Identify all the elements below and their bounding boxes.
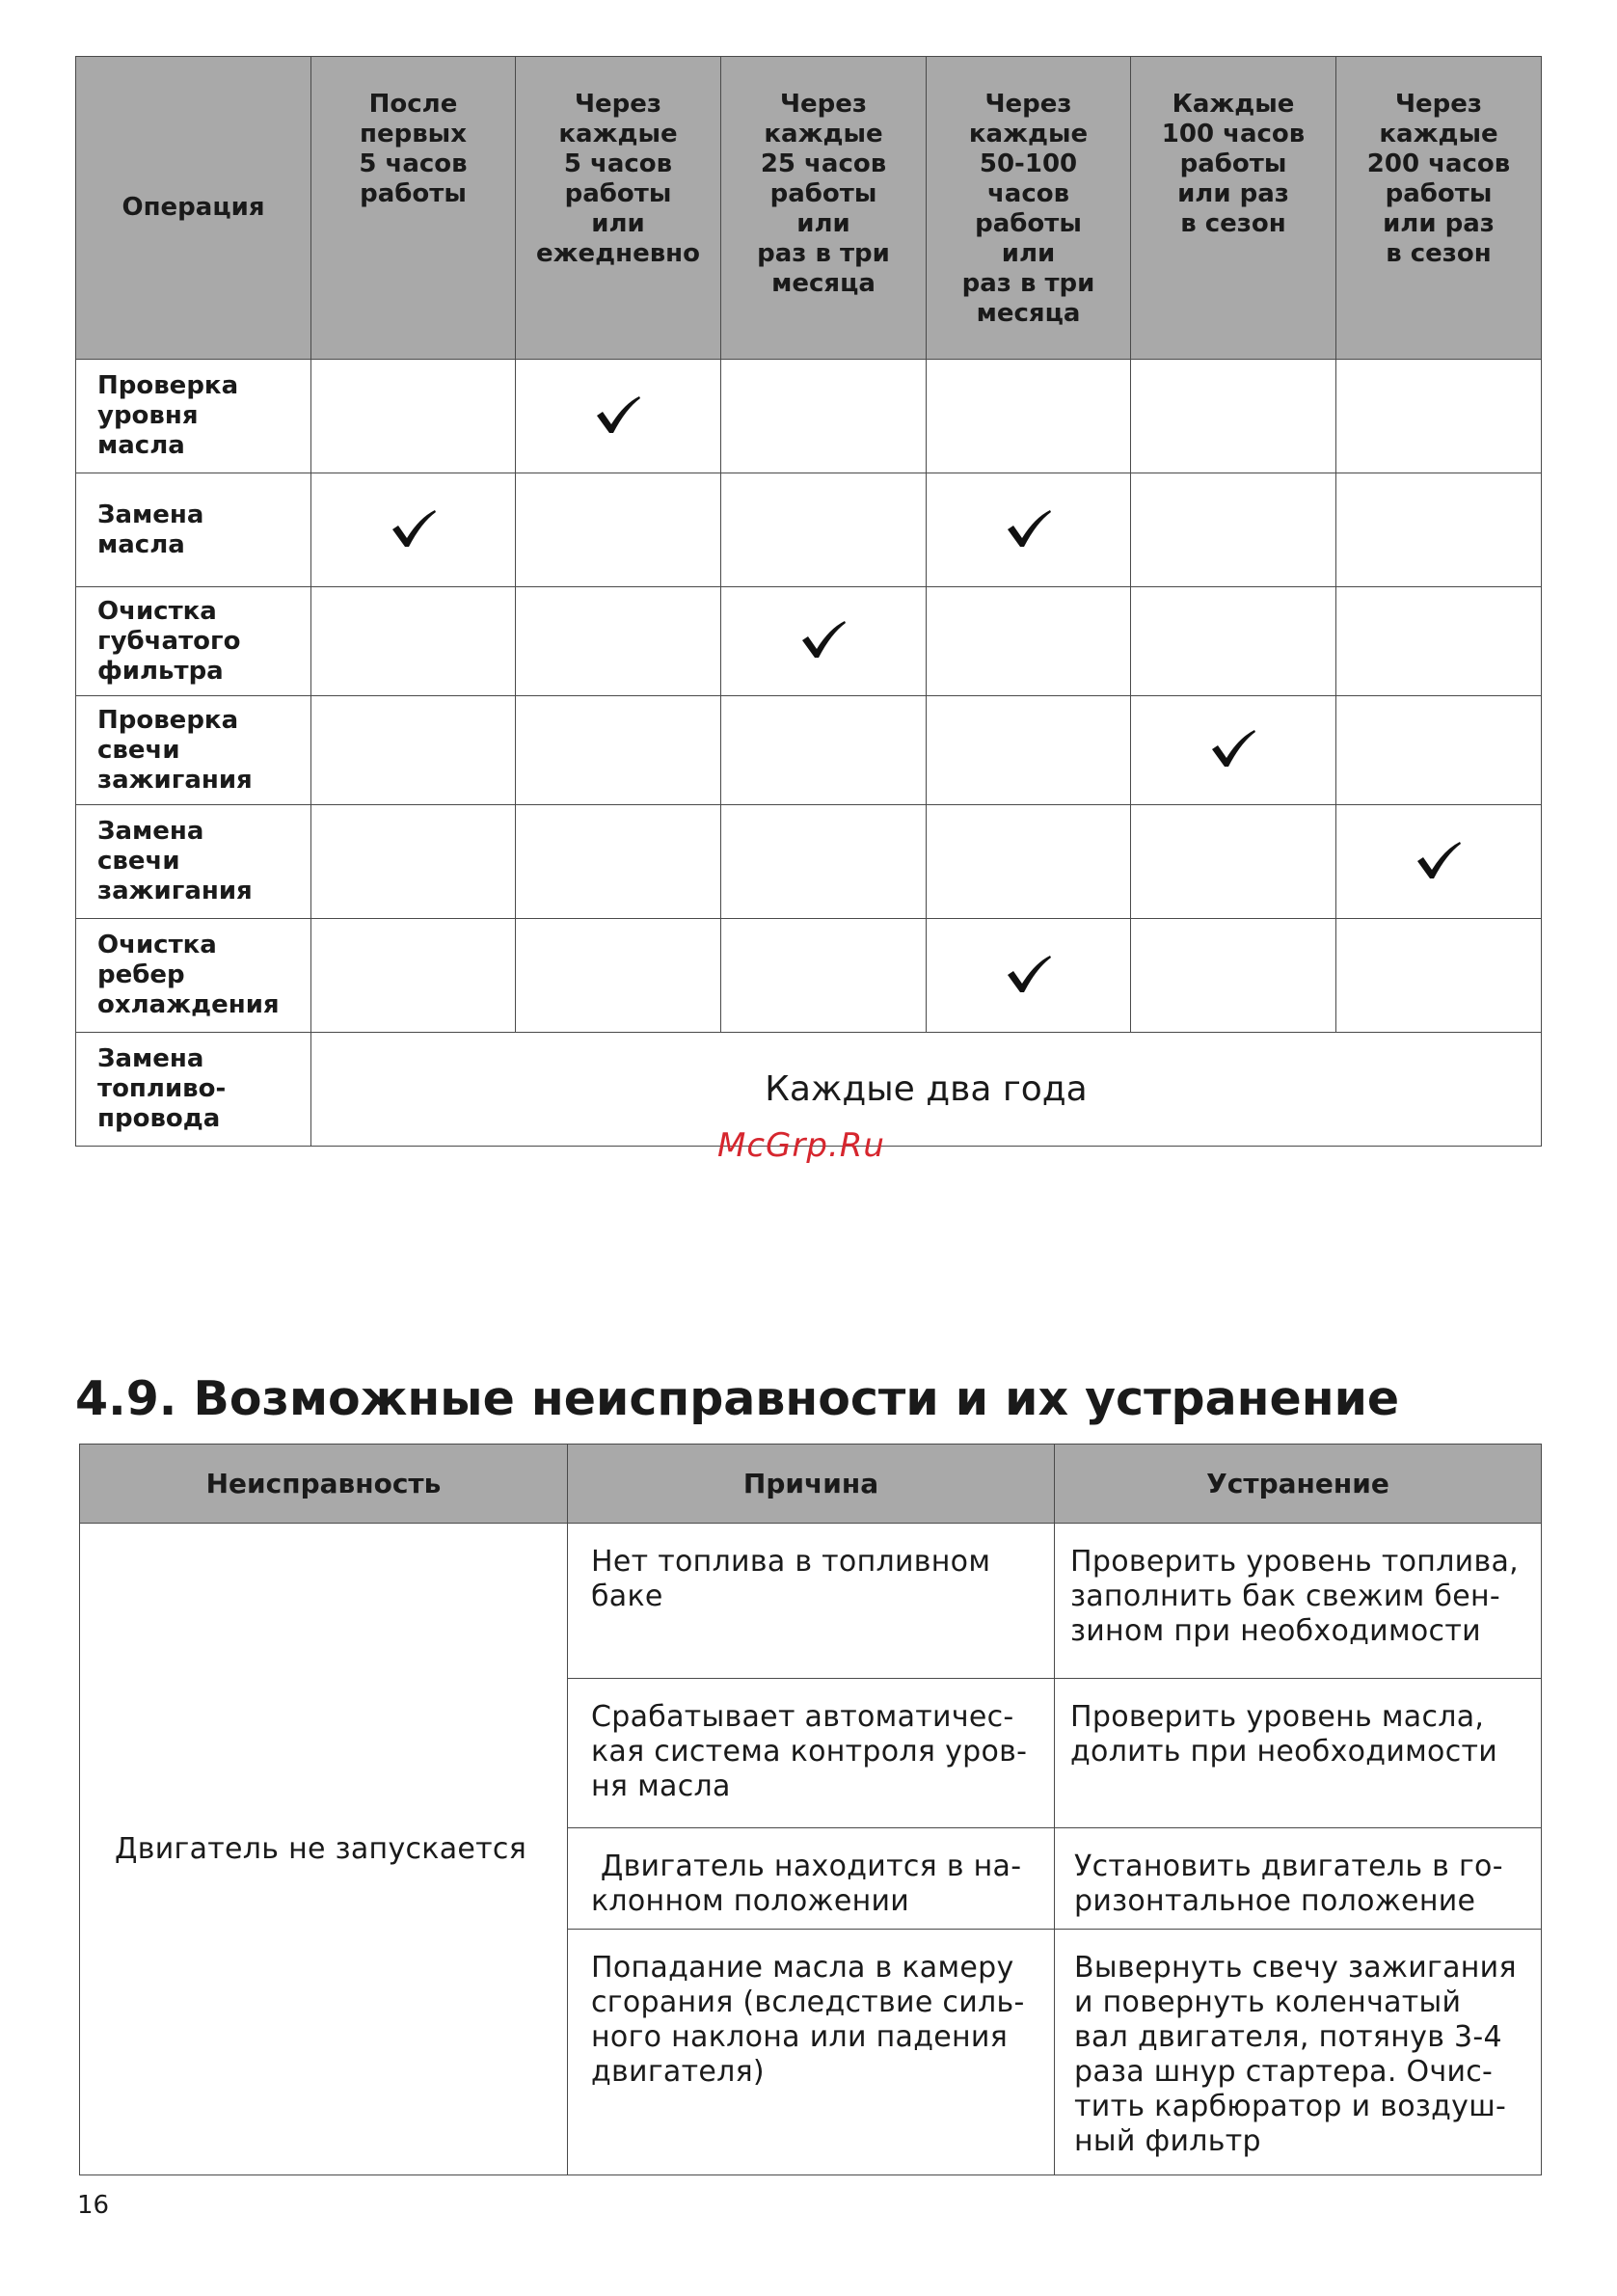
schedule-cell: [311, 805, 516, 919]
fault-column-header: Неисправность: [80, 1445, 568, 1524]
cause-cell: Попадание масла в камеру сгорания (вследствие силь- ного наклона или падения двигателя): [568, 1930, 1055, 2175]
schedule-cell: [1336, 473, 1542, 587]
watermark: McGrp.Ru: [717, 1126, 885, 1165]
operation-cell: Проверка свечи зажигания: [76, 696, 311, 805]
fault-column-header: Причина: [568, 1445, 1055, 1524]
fault-header-row: [80, 1445, 1542, 1524]
schedule-cell: [1131, 696, 1336, 805]
schedule-cell: [1131, 919, 1336, 1033]
maintenance-row: [76, 473, 1542, 587]
fault-table: [79, 1444, 1542, 2175]
maintenance-row: [76, 919, 1542, 1033]
checkmark-icon: [800, 619, 847, 660]
schedule-cell: [927, 473, 1131, 587]
maintenance-column-header: Через каждые 200 часов работы или раз в сезон: [1336, 57, 1542, 360]
section-title: 4.9. Возможные неисправности и их устранение: [75, 1371, 1400, 1426]
schedule-cell: [927, 360, 1131, 473]
fault-row: [80, 1524, 1542, 1679]
maintenance-column-header: Через каждые 5 часов работы или ежедневно: [516, 57, 721, 360]
schedule-cell: [721, 696, 927, 805]
schedule-cell: [311, 696, 516, 805]
schedule-cell: [311, 473, 516, 587]
maintenance-row: [76, 360, 1542, 473]
maintenance-column-header: Через каждые 50-100 часов работы или раз в три месяца: [927, 57, 1131, 360]
operation-cell: Очистка губчатого фильтра: [76, 587, 311, 696]
fix-cell: Вывернуть свечу зажигания и повернуть коленчатый вал двигателя, потянув 3-4 раза шнур стартера. Очис- тить карбюратор и воздуш- ный фильтр: [1055, 1930, 1542, 2175]
schedule-cell: [721, 360, 927, 473]
fix-cell: Установить двигатель в го- ризонтальное положение: [1055, 1828, 1542, 1930]
checkmark-icon: [391, 508, 437, 549]
maintenance-column-header: После первых 5 часов работы: [311, 57, 516, 360]
operation-cell: Замена масла: [76, 473, 311, 587]
schedule-cell: [516, 696, 721, 805]
checkmark-icon: [1006, 508, 1052, 549]
schedule-cell: [1336, 360, 1542, 473]
maintenance-header-row: [76, 57, 1542, 360]
schedule-cell: [927, 696, 1131, 805]
maintenance-row: [76, 587, 1542, 696]
maintenance-row: [76, 805, 1542, 919]
schedule-cell: [721, 473, 927, 587]
checkmark-icon: [1006, 954, 1052, 994]
maintenance-table: [75, 56, 1542, 1147]
cause-cell: Срабатывает автоматичес- кая система контроля уров- ня масла: [568, 1679, 1055, 1828]
operation-cell: Очистка ребер охлаждения: [76, 919, 311, 1033]
maintenance-column-header: Каждые 100 часов работы или раз в сезон: [1131, 57, 1336, 360]
fault-cell: Двигатель не запускается: [80, 1524, 568, 2175]
schedule-cell: [516, 360, 721, 473]
cause-cell: Двигатель находится в на- клонном положении: [568, 1828, 1055, 1930]
schedule-cell: [721, 919, 927, 1033]
schedule-cell: [927, 587, 1131, 696]
interval-cell: Каждые два года: [311, 1033, 1542, 1147]
maintenance-column-header: Операция: [76, 57, 311, 360]
schedule-cell: [1336, 919, 1542, 1033]
schedule-cell: [516, 587, 721, 696]
schedule-cell: [516, 919, 721, 1033]
schedule-cell: [927, 919, 1131, 1033]
schedule-cell: [311, 919, 516, 1033]
fault-column-header: Устранение: [1055, 1445, 1542, 1524]
checkmark-icon: [1210, 728, 1256, 769]
schedule-cell: [1131, 805, 1336, 919]
schedule-cell: [1131, 360, 1336, 473]
schedule-cell: [1336, 696, 1542, 805]
schedule-cell: [1131, 473, 1336, 587]
schedule-cell: [721, 805, 927, 919]
fix-cell: Проверить уровень масла, долить при необходимости: [1055, 1679, 1542, 1828]
maintenance-column-header: Через каждые 25 часов работы или раз в три месяца: [721, 57, 927, 360]
cause-cell: Нет топлива в топливном баке: [568, 1524, 1055, 1679]
schedule-cell: [1336, 587, 1542, 696]
schedule-cell: [1336, 805, 1542, 919]
schedule-cell: [1131, 587, 1336, 696]
schedule-cell: [516, 473, 721, 587]
operation-cell: Замена топливо- провода: [76, 1033, 311, 1147]
schedule-cell: [927, 805, 1131, 919]
maintenance-body: [76, 360, 1542, 1033]
schedule-cell: [311, 360, 516, 473]
page-number: 16: [77, 2191, 110, 2220]
schedule-cell: [721, 587, 927, 696]
fix-cell: Проверить уровень топлива, заполнить бак свежим бен- зином при необходимости: [1055, 1524, 1542, 1679]
maintenance-row: [76, 696, 1542, 805]
schedule-cell: [516, 805, 721, 919]
operation-cell: Замена свечи зажигания: [76, 805, 311, 919]
operation-cell: Проверка уровня масла: [76, 360, 311, 473]
schedule-cell: [311, 587, 516, 696]
checkmark-icon: [1415, 840, 1462, 880]
checkmark-icon: [595, 394, 641, 435]
